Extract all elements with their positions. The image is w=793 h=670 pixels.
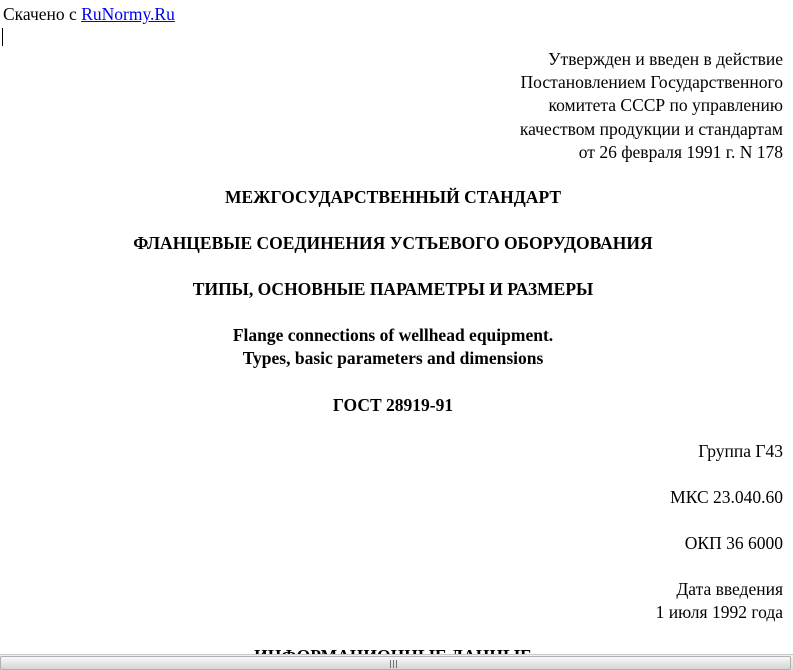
standard-type-heading: МЕЖГОСУДАРСТВЕННЫЙ СТАНДАРТ [224,187,562,207]
title-en-line-1: Flange connections of wellhead equipment. [232,325,554,345]
approval-line: от 26 февраля 1991 г. N 178 [578,141,783,162]
source-line [3,3,175,26]
intro-date-label: Дата введения [676,579,783,599]
horizontal-scrollbar[interactable] [0,654,793,670]
text-caret [2,28,3,46]
approval-line: Утвержден и введен в действие [548,49,783,69]
title-ru-line-1: ФЛАНЦЕВЫЕ СОЕДИНЕНИЯ УСТЬЕВОГО ОБОРУДОВАНИЯ [133,233,653,253]
approval-line: Постановлением Государственного [520,72,783,93]
mks-code: МКС 23.040.60 [670,487,783,507]
approval-line: комитета СССР по управлению [548,95,783,116]
approval-block [520,48,783,164]
title-ru-line-2: ТИПЫ, ОСНОВНЫЕ ПАРАМЕТРЫ И РАЗМЕРЫ [192,279,594,299]
source-prefix: Скачено с [3,4,82,24]
scrollbar-thumb[interactable] [0,656,791,670]
classification-group: Группа Г43 [698,441,783,461]
grip-icon [390,660,399,668]
intro-date-value: 1 июля 1992 года [655,602,783,622]
runormy-link[interactable]: RuNormy.Ru [81,4,175,24]
approval-line: качеством продукции и стандартам [519,118,783,139]
title-en-line-2: Types, basic parameters and dimensions [242,348,544,368]
gost-number: ГОСТ 28919-91 [332,395,454,415]
okp-code: ОКП 36 6000 [684,533,783,553]
intro-date-block [656,578,783,624]
